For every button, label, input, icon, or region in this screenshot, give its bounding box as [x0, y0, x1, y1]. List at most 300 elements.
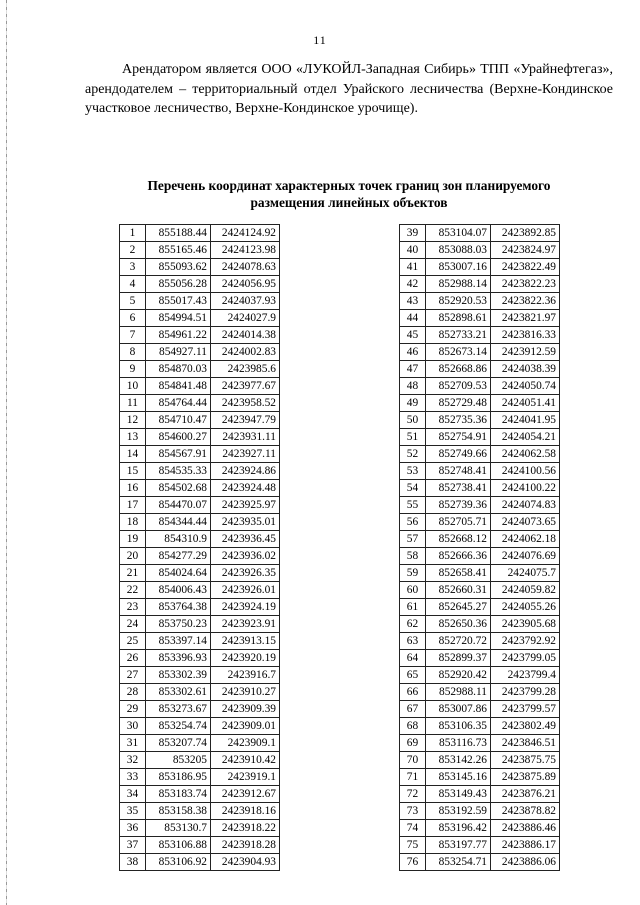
y-coordinate-cell: 2424054.21: [491, 429, 560, 446]
y-coordinate-cell: 2424062.18: [491, 531, 560, 548]
x-coordinate-cell: 854024.64: [146, 565, 211, 582]
point-number-cell: 68: [400, 718, 426, 735]
x-coordinate-cell: 854764.44: [146, 395, 211, 412]
x-coordinate-cell: 855188.44: [146, 225, 211, 242]
y-coordinate-cell: 2424050.74: [491, 378, 560, 395]
y-coordinate-cell: 2423904.93: [211, 854, 280, 871]
point-number-cell: 2: [120, 242, 146, 259]
y-coordinate-cell: 2423910.42: [211, 752, 280, 769]
y-coordinate-cell: 2423936.02: [211, 548, 280, 565]
x-coordinate-cell: 852645.27: [426, 599, 491, 616]
y-coordinate-cell: 2423927.11: [211, 446, 280, 463]
table-row: [120, 701, 280, 718]
y-coordinate-cell: 2423822.23: [491, 276, 560, 293]
x-coordinate-cell: 853397.14: [146, 633, 211, 650]
point-number-cell: 66: [400, 684, 426, 701]
table-row: [400, 242, 560, 259]
point-number-cell: 14: [120, 446, 146, 463]
x-coordinate-cell: 852720.72: [426, 633, 491, 650]
point-number-cell: 58: [400, 548, 426, 565]
point-number-cell: 71: [400, 769, 426, 786]
point-number-cell: 22: [120, 582, 146, 599]
point-number-cell: 70: [400, 752, 426, 769]
x-coordinate-cell: 852749.66: [426, 446, 491, 463]
y-coordinate-cell: 2423822.36: [491, 293, 560, 310]
table-row: [120, 548, 280, 565]
table-row: [120, 293, 280, 310]
table-row: [400, 344, 560, 361]
table-row: [400, 769, 560, 786]
x-coordinate-cell: 852920.53: [426, 293, 491, 310]
x-coordinate-cell: 853302.61: [146, 684, 211, 701]
point-number-cell: 56: [400, 514, 426, 531]
x-coordinate-cell: 854502.68: [146, 480, 211, 497]
x-coordinate-cell: 853106.35: [426, 718, 491, 735]
point-number-cell: 16: [120, 480, 146, 497]
x-coordinate-cell: 852988.11: [426, 684, 491, 701]
intro-text: Арендатором является ООО «ЛУКОЙЛ-Западная Сибирь» ТПП «Урайнефтегаз», арендодателем – территориальный отдел Урайского лесничества (Верхне-Кондинское участковое лесничество, Верхне-Кондинское урочище).: [85, 62, 613, 116]
point-number-cell: 40: [400, 242, 426, 259]
point-number-cell: 44: [400, 310, 426, 327]
x-coordinate-cell: 852668.12: [426, 531, 491, 548]
point-number-cell: 51: [400, 429, 426, 446]
point-number-cell: 7: [120, 327, 146, 344]
x-coordinate-cell: 852650.36: [426, 616, 491, 633]
table-row: [120, 276, 280, 293]
y-coordinate-cell: 2423912.67: [211, 786, 280, 803]
table-row: [400, 548, 560, 565]
table-row: [400, 480, 560, 497]
point-number-cell: 67: [400, 701, 426, 718]
table-title-line-2: размещения линейных объектов: [250, 195, 448, 210]
y-coordinate-cell: 2423799.57: [491, 701, 560, 718]
x-coordinate-cell: 854710.47: [146, 412, 211, 429]
point-number-cell: 23: [120, 599, 146, 616]
table-row: [120, 837, 280, 854]
y-coordinate-cell: 2423878.82: [491, 803, 560, 820]
y-coordinate-cell: 2424055.26: [491, 599, 560, 616]
x-coordinate-cell: 853254.74: [146, 718, 211, 735]
y-coordinate-cell: 2423910.27: [211, 684, 280, 701]
point-number-cell: 26: [120, 650, 146, 667]
y-coordinate-cell: 2423892.85: [491, 225, 560, 242]
x-coordinate-cell: 853396.93: [146, 650, 211, 667]
y-coordinate-cell: 2423875.89: [491, 769, 560, 786]
point-number-cell: 5: [120, 293, 146, 310]
y-coordinate-cell: 2423916.7: [211, 667, 280, 684]
x-coordinate-cell: 852754.91: [426, 429, 491, 446]
x-coordinate-cell: 853149.43: [426, 786, 491, 803]
point-number-cell: 6: [120, 310, 146, 327]
table-row: [120, 769, 280, 786]
y-coordinate-cell: 2423926.01: [211, 582, 280, 599]
table-row: [400, 735, 560, 752]
point-number-cell: 13: [120, 429, 146, 446]
y-coordinate-cell: 2423918.22: [211, 820, 280, 837]
point-number-cell: 42: [400, 276, 426, 293]
x-coordinate-cell: 853764.38: [146, 599, 211, 616]
x-coordinate-cell: 853145.16: [426, 769, 491, 786]
y-coordinate-cell: 2423924.19: [211, 599, 280, 616]
table-row: [120, 735, 280, 752]
table-row: [120, 225, 280, 242]
y-coordinate-cell: 2424038.39: [491, 361, 560, 378]
table-row: [120, 378, 280, 395]
table-row: [400, 446, 560, 463]
table-row: [400, 667, 560, 684]
y-coordinate-cell: 2424073.65: [491, 514, 560, 531]
table-row: [400, 752, 560, 769]
table-row: [400, 684, 560, 701]
point-number-cell: 63: [400, 633, 426, 650]
point-number-cell: 55: [400, 497, 426, 514]
point-number-cell: 76: [400, 854, 426, 871]
x-coordinate-cell: 853106.92: [146, 854, 211, 871]
x-coordinate-cell: 853130.7: [146, 820, 211, 837]
point-number-cell: 60: [400, 582, 426, 599]
y-coordinate-cell: 2423802.49: [491, 718, 560, 735]
y-coordinate-cell: 2423886.17: [491, 837, 560, 854]
x-coordinate-cell: 854600.27: [146, 429, 211, 446]
x-coordinate-cell: 855165.46: [146, 242, 211, 259]
y-coordinate-cell: 2423846.51: [491, 735, 560, 752]
y-coordinate-cell: 2424076.69: [491, 548, 560, 565]
y-coordinate-cell: 2424059.82: [491, 582, 560, 599]
y-coordinate-cell: 2423886.06: [491, 854, 560, 871]
y-coordinate-cell: 2423977.67: [211, 378, 280, 395]
point-number-cell: 64: [400, 650, 426, 667]
x-coordinate-cell: 853007.16: [426, 259, 491, 276]
point-number-cell: 74: [400, 820, 426, 837]
y-coordinate-cell: 2423909.39: [211, 701, 280, 718]
table-row: [400, 531, 560, 548]
x-coordinate-cell: 854277.29: [146, 548, 211, 565]
table-row: [120, 616, 280, 633]
y-coordinate-cell: 2423799.28: [491, 684, 560, 701]
table-row: [400, 718, 560, 735]
y-coordinate-cell: 2424056.95: [211, 276, 280, 293]
x-coordinate-cell: 852748.41: [426, 463, 491, 480]
x-coordinate-cell: 854006.43: [146, 582, 211, 599]
y-coordinate-cell: 2423918.28: [211, 837, 280, 854]
point-number-cell: 46: [400, 344, 426, 361]
table-row: [120, 854, 280, 871]
table-row: [120, 633, 280, 650]
point-number-cell: 53: [400, 463, 426, 480]
point-number-cell: 21: [120, 565, 146, 582]
point-number-cell: 9: [120, 361, 146, 378]
table-row: [400, 327, 560, 344]
point-number-cell: 59: [400, 565, 426, 582]
point-number-cell: 47: [400, 361, 426, 378]
x-coordinate-cell: 855056.28: [146, 276, 211, 293]
point-number-cell: 69: [400, 735, 426, 752]
y-coordinate-cell: 2424123.98: [211, 242, 280, 259]
y-coordinate-cell: 2423792.92: [491, 633, 560, 650]
x-coordinate-cell: 853142.26: [426, 752, 491, 769]
table-row: [120, 803, 280, 820]
point-number-cell: 49: [400, 395, 426, 412]
y-coordinate-cell: 2423912.59: [491, 344, 560, 361]
table-row: [120, 480, 280, 497]
coordinates-table-right: [399, 224, 560, 871]
x-coordinate-cell: 853116.73: [426, 735, 491, 752]
x-coordinate-cell: 853106.88: [146, 837, 211, 854]
y-coordinate-cell: 2423985.6: [211, 361, 280, 378]
table-row: [120, 820, 280, 837]
point-number-cell: 62: [400, 616, 426, 633]
table-row: [400, 837, 560, 854]
x-coordinate-cell: 855017.43: [146, 293, 211, 310]
x-coordinate-cell: 852898.61: [426, 310, 491, 327]
x-coordinate-cell: 853088.03: [426, 242, 491, 259]
x-coordinate-cell: 852673.14: [426, 344, 491, 361]
point-number-cell: 11: [120, 395, 146, 412]
x-coordinate-cell: 854841.48: [146, 378, 211, 395]
table-title-line-1: Перечень координат характерных точек границ зон планируемого: [147, 178, 551, 193]
point-number-cell: 33: [120, 769, 146, 786]
point-number-cell: 31: [120, 735, 146, 752]
point-number-cell: 37: [120, 837, 146, 854]
x-coordinate-cell: 854927.11: [146, 344, 211, 361]
x-coordinate-cell: 853207.74: [146, 735, 211, 752]
point-number-cell: 41: [400, 259, 426, 276]
point-number-cell: 32: [120, 752, 146, 769]
table-row: [400, 259, 560, 276]
point-number-cell: 73: [400, 803, 426, 820]
table-row: [400, 820, 560, 837]
table-row: [400, 803, 560, 820]
y-coordinate-cell: 2424100.22: [491, 480, 560, 497]
y-coordinate-cell: 2423918.16: [211, 803, 280, 820]
x-coordinate-cell: 852666.36: [426, 548, 491, 565]
point-number-cell: 19: [120, 531, 146, 548]
table-row: [400, 378, 560, 395]
table-row: [120, 242, 280, 259]
point-number-cell: 52: [400, 446, 426, 463]
point-number-cell: 20: [120, 548, 146, 565]
point-number-cell: 18: [120, 514, 146, 531]
x-coordinate-cell: 853196.42: [426, 820, 491, 837]
table-row: [400, 293, 560, 310]
x-coordinate-cell: 852729.48: [426, 395, 491, 412]
y-coordinate-cell: 2423905.68: [491, 616, 560, 633]
x-coordinate-cell: 852733.21: [426, 327, 491, 344]
point-number-cell: 57: [400, 531, 426, 548]
x-coordinate-cell: 855093.62: [146, 259, 211, 276]
point-number-cell: 54: [400, 480, 426, 497]
x-coordinate-cell: 853158.38: [146, 803, 211, 820]
point-number-cell: 25: [120, 633, 146, 650]
point-number-cell: 35: [120, 803, 146, 820]
y-coordinate-cell: 2424100.56: [491, 463, 560, 480]
y-coordinate-cell: 2423924.86: [211, 463, 280, 480]
table-row: [120, 514, 280, 531]
intro-paragraph: [85, 60, 613, 119]
table-row: [400, 786, 560, 803]
x-coordinate-cell: 853197.77: [426, 837, 491, 854]
y-coordinate-cell: 2424051.41: [491, 395, 560, 412]
point-number-cell: 27: [120, 667, 146, 684]
x-coordinate-cell: 852709.53: [426, 378, 491, 395]
y-coordinate-cell: 2423821.97: [491, 310, 560, 327]
x-coordinate-cell: 853254.71: [426, 854, 491, 871]
y-coordinate-cell: 2423822.49: [491, 259, 560, 276]
point-number-cell: 45: [400, 327, 426, 344]
table-row: [400, 429, 560, 446]
x-coordinate-cell: 853186.95: [146, 769, 211, 786]
y-coordinate-cell: 2423909.1: [211, 735, 280, 752]
coordinates-table-left: [119, 224, 280, 871]
y-coordinate-cell: 2424124.92: [211, 225, 280, 242]
x-coordinate-cell: 852920.42: [426, 667, 491, 684]
table-row: [120, 446, 280, 463]
page-number: 11: [313, 33, 327, 47]
point-number-cell: 28: [120, 684, 146, 701]
y-coordinate-cell: 2423824.97: [491, 242, 560, 259]
table-row: [120, 718, 280, 735]
y-coordinate-cell: 2424078.63: [211, 259, 280, 276]
point-number-cell: 34: [120, 786, 146, 803]
point-number-cell: 48: [400, 378, 426, 395]
table-row: [400, 310, 560, 327]
y-coordinate-cell: 2424014.38: [211, 327, 280, 344]
binding-margin-line: [6, 0, 7, 905]
point-number-cell: 61: [400, 599, 426, 616]
point-number-cell: 38: [120, 854, 146, 871]
table-row: [120, 786, 280, 803]
x-coordinate-cell: 853192.59: [426, 803, 491, 820]
point-number-cell: 72: [400, 786, 426, 803]
table-row: [400, 395, 560, 412]
y-coordinate-cell: 2424002.83: [211, 344, 280, 361]
point-number-cell: 4: [120, 276, 146, 293]
table-row: [120, 599, 280, 616]
y-coordinate-cell: 2424027.9: [211, 310, 280, 327]
y-coordinate-cell: 2423799.4: [491, 667, 560, 684]
table-row: [400, 633, 560, 650]
y-coordinate-cell: 2424041.95: [491, 412, 560, 429]
table-row: [400, 582, 560, 599]
x-coordinate-cell: 854344.44: [146, 514, 211, 531]
y-coordinate-cell: 2423913.15: [211, 633, 280, 650]
point-number-cell: 24: [120, 616, 146, 633]
y-coordinate-cell: 2423935.01: [211, 514, 280, 531]
point-number-cell: 29: [120, 701, 146, 718]
point-number-cell: 1: [120, 225, 146, 242]
table-row: [120, 531, 280, 548]
y-coordinate-cell: 2423931.11: [211, 429, 280, 446]
table-row: [400, 225, 560, 242]
point-number-cell: 75: [400, 837, 426, 854]
y-coordinate-cell: 2423909.01: [211, 718, 280, 735]
y-coordinate-cell: 2423799.05: [491, 650, 560, 667]
y-coordinate-cell: 2423920.19: [211, 650, 280, 667]
x-coordinate-cell: 854470.07: [146, 497, 211, 514]
y-coordinate-cell: 2424075.7: [491, 565, 560, 582]
x-coordinate-cell: 852705.71: [426, 514, 491, 531]
x-coordinate-cell: 853104.07: [426, 225, 491, 242]
point-number-cell: 10: [120, 378, 146, 395]
x-coordinate-cell: 852660.31: [426, 582, 491, 599]
table-row: [400, 599, 560, 616]
x-coordinate-cell: 852735.36: [426, 412, 491, 429]
table-row: [400, 276, 560, 293]
table-row: [400, 701, 560, 718]
table-row: [120, 582, 280, 599]
y-coordinate-cell: 2423926.35: [211, 565, 280, 582]
x-coordinate-cell: 854994.51: [146, 310, 211, 327]
x-coordinate-cell: 854961.22: [146, 327, 211, 344]
y-coordinate-cell: 2423924.48: [211, 480, 280, 497]
x-coordinate-cell: 853750.23: [146, 616, 211, 633]
x-coordinate-cell: 852988.14: [426, 276, 491, 293]
table-row: [120, 565, 280, 582]
x-coordinate-cell: 852658.41: [426, 565, 491, 582]
table-row: [400, 650, 560, 667]
table-row: [120, 463, 280, 480]
point-number-cell: 43: [400, 293, 426, 310]
point-number-cell: 65: [400, 667, 426, 684]
x-coordinate-cell: 853205: [146, 752, 211, 769]
point-number-cell: 15: [120, 463, 146, 480]
table-row: [120, 429, 280, 446]
y-coordinate-cell: 2423925.97: [211, 497, 280, 514]
table-row: [400, 514, 560, 531]
point-number-cell: 3: [120, 259, 146, 276]
y-coordinate-cell: 2423936.45: [211, 531, 280, 548]
y-coordinate-cell: 2423923.91: [211, 616, 280, 633]
y-coordinate-cell: 2423816.33: [491, 327, 560, 344]
table-row: [400, 412, 560, 429]
y-coordinate-cell: 2424074.83: [491, 497, 560, 514]
x-coordinate-cell: 852899.37: [426, 650, 491, 667]
point-number-cell: 50: [400, 412, 426, 429]
table-row: [120, 361, 280, 378]
table-row: [120, 497, 280, 514]
y-coordinate-cell: 2423886.46: [491, 820, 560, 837]
table-row: [120, 412, 280, 429]
y-coordinate-cell: 2424062.58: [491, 446, 560, 463]
x-coordinate-cell: 854310.9: [146, 531, 211, 548]
table-row: [400, 616, 560, 633]
x-coordinate-cell: 854870.03: [146, 361, 211, 378]
table-row: [120, 310, 280, 327]
x-coordinate-cell: 852668.86: [426, 361, 491, 378]
y-coordinate-cell: 2423958.52: [211, 395, 280, 412]
y-coordinate-cell: 2423875.75: [491, 752, 560, 769]
table-row: [400, 565, 560, 582]
table-row: [400, 361, 560, 378]
y-coordinate-cell: 2424037.93: [211, 293, 280, 310]
table-row: [400, 497, 560, 514]
x-coordinate-cell: 853273.67: [146, 701, 211, 718]
x-coordinate-cell: 852739.36: [426, 497, 491, 514]
x-coordinate-cell: 853302.39: [146, 667, 211, 684]
point-number-cell: 12: [120, 412, 146, 429]
table-row: [120, 327, 280, 344]
y-coordinate-cell: 2423919.1: [211, 769, 280, 786]
point-number-cell: 36: [120, 820, 146, 837]
table-row: [120, 650, 280, 667]
table-title: [85, 177, 613, 211]
table-row: [120, 752, 280, 769]
table-row: [400, 463, 560, 480]
table-row: [120, 667, 280, 684]
x-coordinate-cell: 853183.74: [146, 786, 211, 803]
y-coordinate-cell: 2423876.21: [491, 786, 560, 803]
point-number-cell: 39: [400, 225, 426, 242]
